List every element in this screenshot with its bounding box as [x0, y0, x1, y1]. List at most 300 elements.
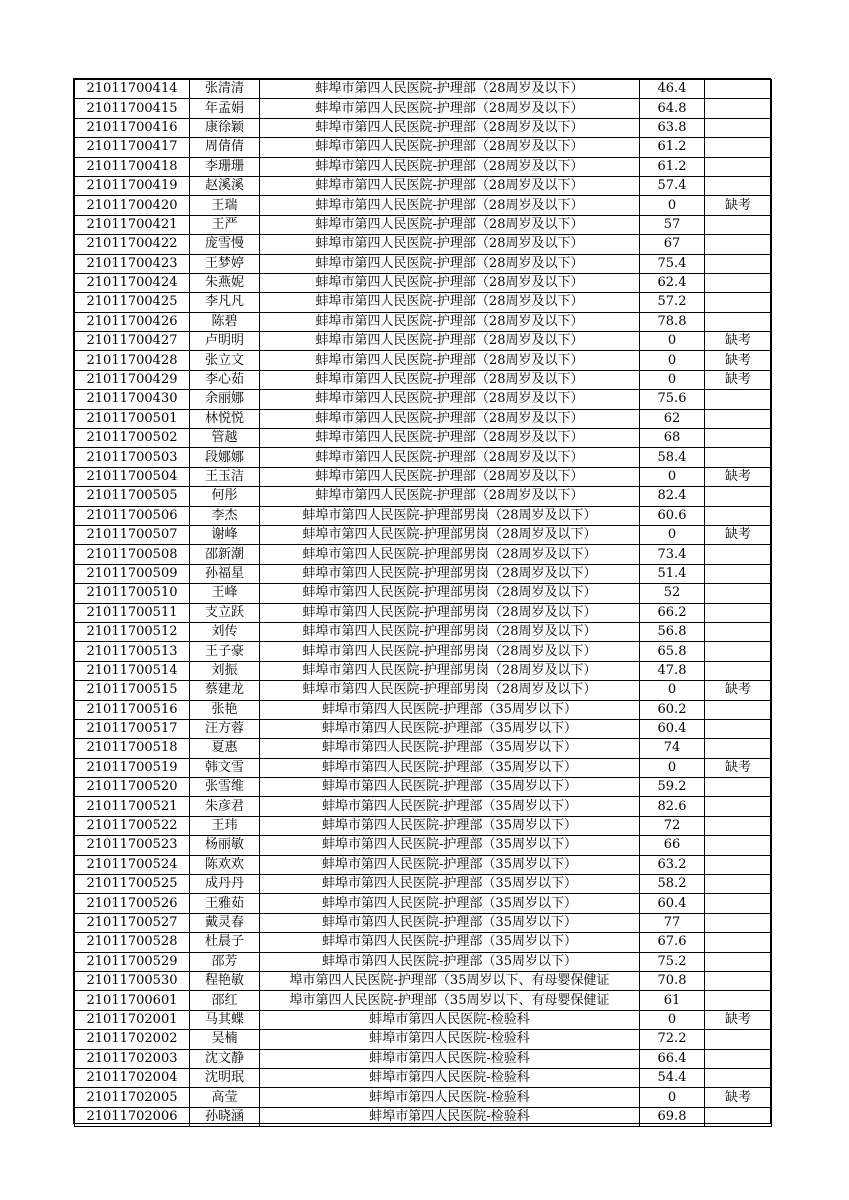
table-row [75, 642, 772, 661]
name-cell: 陈欢欢 [190, 855, 260, 874]
exam-number-cell: 21011700528 [75, 933, 190, 952]
position-cell: 蚌埠市第四人民医院-护理部男岗（28周岁及以下） [260, 661, 640, 680]
position-cell: 蚌埠市第四人民医院-护理部男岗（28周岁及以下） [260, 506, 640, 525]
score-cell: 72.2 [640, 1030, 705, 1049]
position-cell: 蚌埠市第四人民医院-护理部（35周岁以下） [260, 836, 640, 855]
name-cell: 王子豪 [190, 642, 260, 661]
score-cell: 60.4 [640, 719, 705, 738]
remark-cell [705, 894, 772, 913]
position-cell: 蚌埠市第四人民医院-护理部（35周岁以下） [260, 797, 640, 816]
position-cell: 蚌埠市第四人民医院-检验科 [260, 1030, 640, 1049]
remark-cell [705, 1030, 772, 1049]
position-cell: 蚌埠市第四人民医院-护理部（28周岁及以下） [260, 235, 640, 254]
name-cell: 管越 [190, 429, 260, 448]
table-row [75, 971, 772, 990]
remark-cell [705, 545, 772, 564]
table-row [75, 351, 772, 370]
position-cell: 蚌埠市第四人民医院-护理部（28周岁及以下） [260, 157, 640, 176]
position-cell: 蚌埠市第四人民医院-护理部（35周岁以下） [260, 913, 640, 932]
score-cell: 82.6 [640, 797, 705, 816]
exam-number-cell: 21011700520 [75, 778, 190, 797]
position-cell: 蚌埠市第四人民医院-护理部（35周岁以下） [260, 778, 640, 797]
table-row [75, 855, 772, 874]
exam-number-cell: 21011700512 [75, 622, 190, 641]
remark-cell [705, 390, 772, 409]
position-cell: 蚌埠市第四人民医院-护理部（35周岁以下） [260, 894, 640, 913]
name-cell: 蔡建龙 [190, 681, 260, 700]
position-cell: 蚌埠市第四人民医院-护理部（35周岁以下） [260, 855, 640, 874]
table-row [75, 545, 772, 564]
table-row [75, 1088, 772, 1107]
remark-cell [705, 1107, 772, 1126]
score-cell: 56.8 [640, 622, 705, 641]
score-cell: 77 [640, 913, 705, 932]
remark-cell [705, 235, 772, 254]
position-cell: 蚌埠市第四人民医院-护理部男岗（28周岁及以下） [260, 545, 640, 564]
table-row [75, 176, 772, 195]
remark-cell [705, 1049, 772, 1068]
remark-cell: 缺考 [705, 332, 772, 351]
score-cell: 63.8 [640, 118, 705, 137]
score-cell: 59.2 [640, 778, 705, 797]
score-cell: 0 [640, 196, 705, 215]
remark-cell [705, 176, 772, 195]
name-cell: 孙晓涵 [190, 1107, 260, 1126]
score-cell: 57 [640, 215, 705, 234]
position-cell: 蚌埠市第四人民医院-护理部（28周岁及以下） [260, 80, 640, 99]
score-cell: 64.8 [640, 99, 705, 118]
score-cell: 0 [640, 370, 705, 389]
exam-number-cell: 21011700514 [75, 661, 190, 680]
table-row [75, 836, 772, 855]
name-cell: 王瑞 [190, 196, 260, 215]
score-cell: 70.8 [640, 971, 705, 990]
remark-cell [705, 622, 772, 641]
name-cell: 谢峰 [190, 525, 260, 544]
table-row [75, 80, 772, 99]
table-row [75, 622, 772, 641]
name-cell: 张清清 [190, 80, 260, 99]
remark-cell [705, 118, 772, 137]
name-cell: 王严 [190, 215, 260, 234]
name-cell: 张立文 [190, 351, 260, 370]
remark-cell: 缺考 [705, 681, 772, 700]
table-row [75, 603, 772, 622]
exam-number-cell: 21011700530 [75, 971, 190, 990]
name-cell: 李心茹 [190, 370, 260, 389]
remark-cell: 缺考 [705, 370, 772, 389]
position-cell: 蚌埠市第四人民医院-护理部（28周岁及以下） [260, 99, 640, 118]
exam-number-cell: 21011700506 [75, 506, 190, 525]
remark-cell [705, 719, 772, 738]
exam-number-cell: 21011700415 [75, 99, 190, 118]
exam-number-cell: 21011700519 [75, 758, 190, 777]
position-cell: 蚌埠市第四人民医院-检验科 [260, 1049, 640, 1068]
exam-number-cell: 21011702004 [75, 1068, 190, 1087]
position-cell: 蚌埠市第四人民医院-护理部（28周岁及以下） [260, 467, 640, 486]
table-row [75, 933, 772, 952]
exam-number-cell: 21011700508 [75, 545, 190, 564]
name-cell: 赵溪溪 [190, 176, 260, 195]
score-cell: 78.8 [640, 312, 705, 331]
name-cell: 杨丽敏 [190, 836, 260, 855]
remark-cell [705, 506, 772, 525]
position-cell: 蚌埠市第四人民医院-护理部男岗（28周岁及以下） [260, 681, 640, 700]
exam-number-cell: 21011702001 [75, 1010, 190, 1029]
exam-number-cell: 21011700525 [75, 875, 190, 894]
name-cell: 朱彦君 [190, 797, 260, 816]
table-row [75, 467, 772, 486]
score-cell: 0 [640, 525, 705, 544]
table-row [75, 991, 772, 1010]
name-cell: 程艳敏 [190, 971, 260, 990]
name-cell: 高莹 [190, 1088, 260, 1107]
name-cell: 陈碧 [190, 312, 260, 331]
exam-number-cell: 21011700503 [75, 448, 190, 467]
name-cell: 刘传 [190, 622, 260, 641]
position-cell: 蚌埠市第四人民医院-检验科 [260, 1088, 640, 1107]
position-cell: 蚌埠市第四人民医院-护理部男岗（28周岁及以下） [260, 564, 640, 583]
position-cell: 蚌埠市第四人民医院-护理部（35周岁以下） [260, 739, 640, 758]
position-cell: 蚌埠市第四人民医院-护理部男岗（28周岁及以下） [260, 642, 640, 661]
name-cell: 支立跃 [190, 603, 260, 622]
score-cell: 0 [640, 332, 705, 351]
name-cell: 张雪维 [190, 778, 260, 797]
score-cell: 73.4 [640, 545, 705, 564]
position-cell: 埠市第四人民医院-护理部（35周岁以下、有母婴保健证 [260, 971, 640, 990]
remark-cell [705, 913, 772, 932]
position-cell: 蚌埠市第四人民医院-护理部（35周岁以下） [260, 875, 640, 894]
table-row [75, 797, 772, 816]
exam-number-cell: 21011700421 [75, 215, 190, 234]
exam-number-cell: 21011700501 [75, 409, 190, 428]
position-cell: 埠市第四人民医院-护理部（35周岁以下、有母婴保健证 [260, 991, 640, 1010]
remark-cell [705, 642, 772, 661]
remark-cell: 缺考 [705, 1088, 772, 1107]
position-cell: 蚌埠市第四人民医院-护理部（28周岁及以下） [260, 351, 640, 370]
table-row [75, 1068, 772, 1087]
position-cell: 蚌埠市第四人民医院-护理部（28周岁及以下） [260, 215, 640, 234]
table-row [75, 312, 772, 331]
exam-number-cell: 21011700518 [75, 739, 190, 758]
exam-number-cell: 21011700505 [75, 487, 190, 506]
position-cell: 蚌埠市第四人民医院-护理部（28周岁及以下） [260, 390, 640, 409]
remark-cell [705, 797, 772, 816]
name-cell: 戴灵春 [190, 913, 260, 932]
name-cell: 林悦悦 [190, 409, 260, 428]
remark-cell [705, 138, 772, 157]
remark-cell [705, 157, 772, 176]
name-cell: 王玮 [190, 816, 260, 835]
table-row [75, 157, 772, 176]
table-row [75, 390, 772, 409]
table-row [75, 661, 772, 680]
exam-number-cell: 21011700502 [75, 429, 190, 448]
exam-number-cell: 21011700526 [75, 894, 190, 913]
score-sheet [73, 78, 771, 1124]
exam-number-cell: 21011700417 [75, 138, 190, 157]
name-cell: 王梦婷 [190, 254, 260, 273]
table-row [75, 1107, 772, 1126]
position-cell: 蚌埠市第四人民医院-护理部（28周岁及以下） [260, 312, 640, 331]
name-cell: 邵新潮 [190, 545, 260, 564]
table-row [75, 409, 772, 428]
remark-cell [705, 778, 772, 797]
exam-number-cell: 21011700523 [75, 836, 190, 855]
remark-cell [705, 80, 772, 99]
remark-cell [705, 971, 772, 990]
remark-cell [705, 487, 772, 506]
exam-number-cell: 21011700529 [75, 952, 190, 971]
score-cell: 66.4 [640, 1049, 705, 1068]
exam-number-cell: 21011700418 [75, 157, 190, 176]
name-cell: 段娜娜 [190, 448, 260, 467]
remark-cell: 缺考 [705, 467, 772, 486]
score-cell: 0 [640, 351, 705, 370]
position-cell: 蚌埠市第四人民医院-检验科 [260, 1107, 640, 1126]
name-cell: 康徐颖 [190, 118, 260, 137]
table-row [75, 273, 772, 292]
table-row [75, 1049, 772, 1068]
table-row [75, 235, 772, 254]
table-row [75, 816, 772, 835]
score-table [74, 79, 772, 1127]
name-cell: 张艳 [190, 700, 260, 719]
name-cell: 余丽娜 [190, 390, 260, 409]
remark-cell [705, 739, 772, 758]
remark-cell [705, 584, 772, 603]
score-cell: 75.2 [640, 952, 705, 971]
score-cell: 69.8 [640, 1107, 705, 1126]
remark-cell [705, 603, 772, 622]
table-row [75, 1030, 772, 1049]
table-row [75, 99, 772, 118]
remark-cell [705, 429, 772, 448]
score-cell: 0 [640, 758, 705, 777]
name-cell: 李杰 [190, 506, 260, 525]
score-cell: 68 [640, 429, 705, 448]
remark-cell [705, 99, 772, 118]
name-cell: 刘振 [190, 661, 260, 680]
table-row [75, 525, 772, 544]
exam-number-cell: 21011700423 [75, 254, 190, 273]
table-row [75, 584, 772, 603]
position-cell: 蚌埠市第四人民医院-护理部（28周岁及以下） [260, 138, 640, 157]
position-cell: 蚌埠市第四人民医院-护理部（28周岁及以下） [260, 196, 640, 215]
exam-number-cell: 21011700504 [75, 467, 190, 486]
name-cell: 卢明明 [190, 332, 260, 351]
name-cell: 庞雪慢 [190, 235, 260, 254]
position-cell: 蚌埠市第四人民医院-护理部（35周岁以下） [260, 700, 640, 719]
table-row [75, 506, 772, 525]
exam-number-cell: 21011700527 [75, 913, 190, 932]
exam-number-cell: 21011702006 [75, 1107, 190, 1126]
score-cell: 47.8 [640, 661, 705, 680]
position-cell: 蚌埠市第四人民医院-护理部（35周岁以下） [260, 816, 640, 835]
table-row [75, 952, 772, 971]
table-row [75, 758, 772, 777]
remark-cell [705, 1068, 772, 1087]
score-cell: 66 [640, 836, 705, 855]
remark-cell [705, 855, 772, 874]
table-row [75, 875, 772, 894]
name-cell: 吴楠 [190, 1030, 260, 1049]
name-cell: 年孟娟 [190, 99, 260, 118]
score-cell: 0 [640, 1088, 705, 1107]
remark-cell [705, 952, 772, 971]
score-cell: 54.4 [640, 1068, 705, 1087]
table-row [75, 332, 772, 351]
table-row [75, 215, 772, 234]
name-cell: 邵红 [190, 991, 260, 1010]
name-cell: 沈明珉 [190, 1068, 260, 1087]
position-cell: 蚌埠市第四人民医院-护理部（28周岁及以下） [260, 118, 640, 137]
table-row [75, 1010, 772, 1029]
position-cell: 蚌埠市第四人民医院-护理部男岗（28周岁及以下） [260, 603, 640, 622]
position-cell: 蚌埠市第四人民医院-护理部（28周岁及以下） [260, 176, 640, 195]
score-cell: 60.4 [640, 894, 705, 913]
name-cell: 成丹丹 [190, 875, 260, 894]
exam-number-cell: 21011700419 [75, 176, 190, 195]
remark-cell [705, 293, 772, 312]
remark-cell [705, 933, 772, 952]
exam-number-cell: 21011702003 [75, 1049, 190, 1068]
score-cell: 51.4 [640, 564, 705, 583]
position-cell: 蚌埠市第四人民医院-护理部（28周岁及以下） [260, 409, 640, 428]
exam-number-cell: 21011700507 [75, 525, 190, 544]
remark-cell: 缺考 [705, 1010, 772, 1029]
exam-number-cell: 21011700425 [75, 293, 190, 312]
exam-number-cell: 21011700509 [75, 564, 190, 583]
score-cell: 60.6 [640, 506, 705, 525]
table-row [75, 700, 772, 719]
name-cell: 李珊珊 [190, 157, 260, 176]
position-cell: 蚌埠市第四人民医院-护理部（35周岁以下） [260, 952, 640, 971]
table-row [75, 254, 772, 273]
remark-cell [705, 312, 772, 331]
score-table-body [75, 80, 772, 1127]
exam-number-cell: 21011700511 [75, 603, 190, 622]
table-row [75, 564, 772, 583]
position-cell: 蚌埠市第四人民医院-护理部（28周岁及以下） [260, 429, 640, 448]
position-cell: 蚌埠市第四人民医院-护理部（35周岁以下） [260, 933, 640, 952]
table-row [75, 894, 772, 913]
score-cell: 57.2 [640, 293, 705, 312]
exam-number-cell: 21011702005 [75, 1088, 190, 1107]
name-cell: 何彤 [190, 487, 260, 506]
position-cell: 蚌埠市第四人民医院-护理部（28周岁及以下） [260, 487, 640, 506]
remark-cell [705, 409, 772, 428]
remark-cell [705, 991, 772, 1010]
exam-number-cell: 21011700426 [75, 312, 190, 331]
table-row [75, 719, 772, 738]
exam-number-cell: 21011700524 [75, 855, 190, 874]
exam-number-cell: 21011700424 [75, 273, 190, 292]
score-cell: 82.4 [640, 487, 705, 506]
exam-number-cell: 21011700428 [75, 351, 190, 370]
name-cell: 周倩倩 [190, 138, 260, 157]
remark-cell: 缺考 [705, 525, 772, 544]
exam-number-cell: 21011702002 [75, 1030, 190, 1049]
remark-cell: 缺考 [705, 351, 772, 370]
remark-cell: 缺考 [705, 196, 772, 215]
position-cell: 蚌埠市第四人民医院-检验科 [260, 1010, 640, 1029]
remark-cell [705, 700, 772, 719]
table-row [75, 487, 772, 506]
name-cell: 邵芳 [190, 952, 260, 971]
position-cell: 蚌埠市第四人民医院-护理部（28周岁及以下） [260, 370, 640, 389]
name-cell: 王峰 [190, 584, 260, 603]
exam-number-cell: 21011700416 [75, 118, 190, 137]
table-row [75, 448, 772, 467]
score-cell: 46.4 [640, 80, 705, 99]
table-row [75, 370, 772, 389]
name-cell: 夏惠 [190, 739, 260, 758]
score-cell: 62.4 [640, 273, 705, 292]
score-cell: 72 [640, 816, 705, 835]
remark-cell [705, 836, 772, 855]
score-cell: 75.6 [640, 390, 705, 409]
remark-cell: 缺考 [705, 758, 772, 777]
exam-number-cell: 21011700510 [75, 584, 190, 603]
exam-number-cell: 21011700430 [75, 390, 190, 409]
score-cell: 52 [640, 584, 705, 603]
position-cell: 蚌埠市第四人民医院-护理部男岗（28周岁及以下） [260, 525, 640, 544]
name-cell: 马其蝶 [190, 1010, 260, 1029]
remark-cell [705, 564, 772, 583]
table-row [75, 118, 772, 137]
exam-number-cell: 21011700521 [75, 797, 190, 816]
score-cell: 66.2 [640, 603, 705, 622]
exam-number-cell: 21011700414 [75, 80, 190, 99]
table-row [75, 138, 772, 157]
table-row [75, 293, 772, 312]
position-cell: 蚌埠市第四人民医院-护理部（28周岁及以下） [260, 254, 640, 273]
exam-number-cell: 21011700422 [75, 235, 190, 254]
score-cell: 58.4 [640, 448, 705, 467]
name-cell: 王玉洁 [190, 467, 260, 486]
remark-cell [705, 816, 772, 835]
position-cell: 蚌埠市第四人民医院-护理部（28周岁及以下） [260, 448, 640, 467]
score-cell: 58.2 [640, 875, 705, 894]
table-row [75, 196, 772, 215]
table-row [75, 913, 772, 932]
name-cell: 李凡凡 [190, 293, 260, 312]
exam-number-cell: 21011700515 [75, 681, 190, 700]
position-cell: 蚌埠市第四人民医院-护理部（28周岁及以下） [260, 332, 640, 351]
exam-number-cell: 21011700427 [75, 332, 190, 351]
name-cell: 韩文雪 [190, 758, 260, 777]
name-cell: 沈文静 [190, 1049, 260, 1068]
exam-number-cell: 21011700513 [75, 642, 190, 661]
exam-number-cell: 21011700522 [75, 816, 190, 835]
score-cell: 74 [640, 739, 705, 758]
score-cell: 65.8 [640, 642, 705, 661]
remark-cell [705, 875, 772, 894]
name-cell: 杜晨子 [190, 933, 260, 952]
table-row [75, 681, 772, 700]
name-cell: 汪方蓉 [190, 719, 260, 738]
score-cell: 75.4 [640, 254, 705, 273]
position-cell: 蚌埠市第四人民医院-护理部男岗（28周岁及以下） [260, 584, 640, 603]
position-cell: 蚌埠市第四人民医院-护理部（35周岁以下） [260, 719, 640, 738]
score-cell: 63.2 [640, 855, 705, 874]
table-row [75, 429, 772, 448]
score-cell: 61 [640, 991, 705, 1010]
position-cell: 蚌埠市第四人民医院-护理部男岗（28周岁及以下） [260, 622, 640, 641]
name-cell: 王雅茹 [190, 894, 260, 913]
score-cell: 0 [640, 467, 705, 486]
